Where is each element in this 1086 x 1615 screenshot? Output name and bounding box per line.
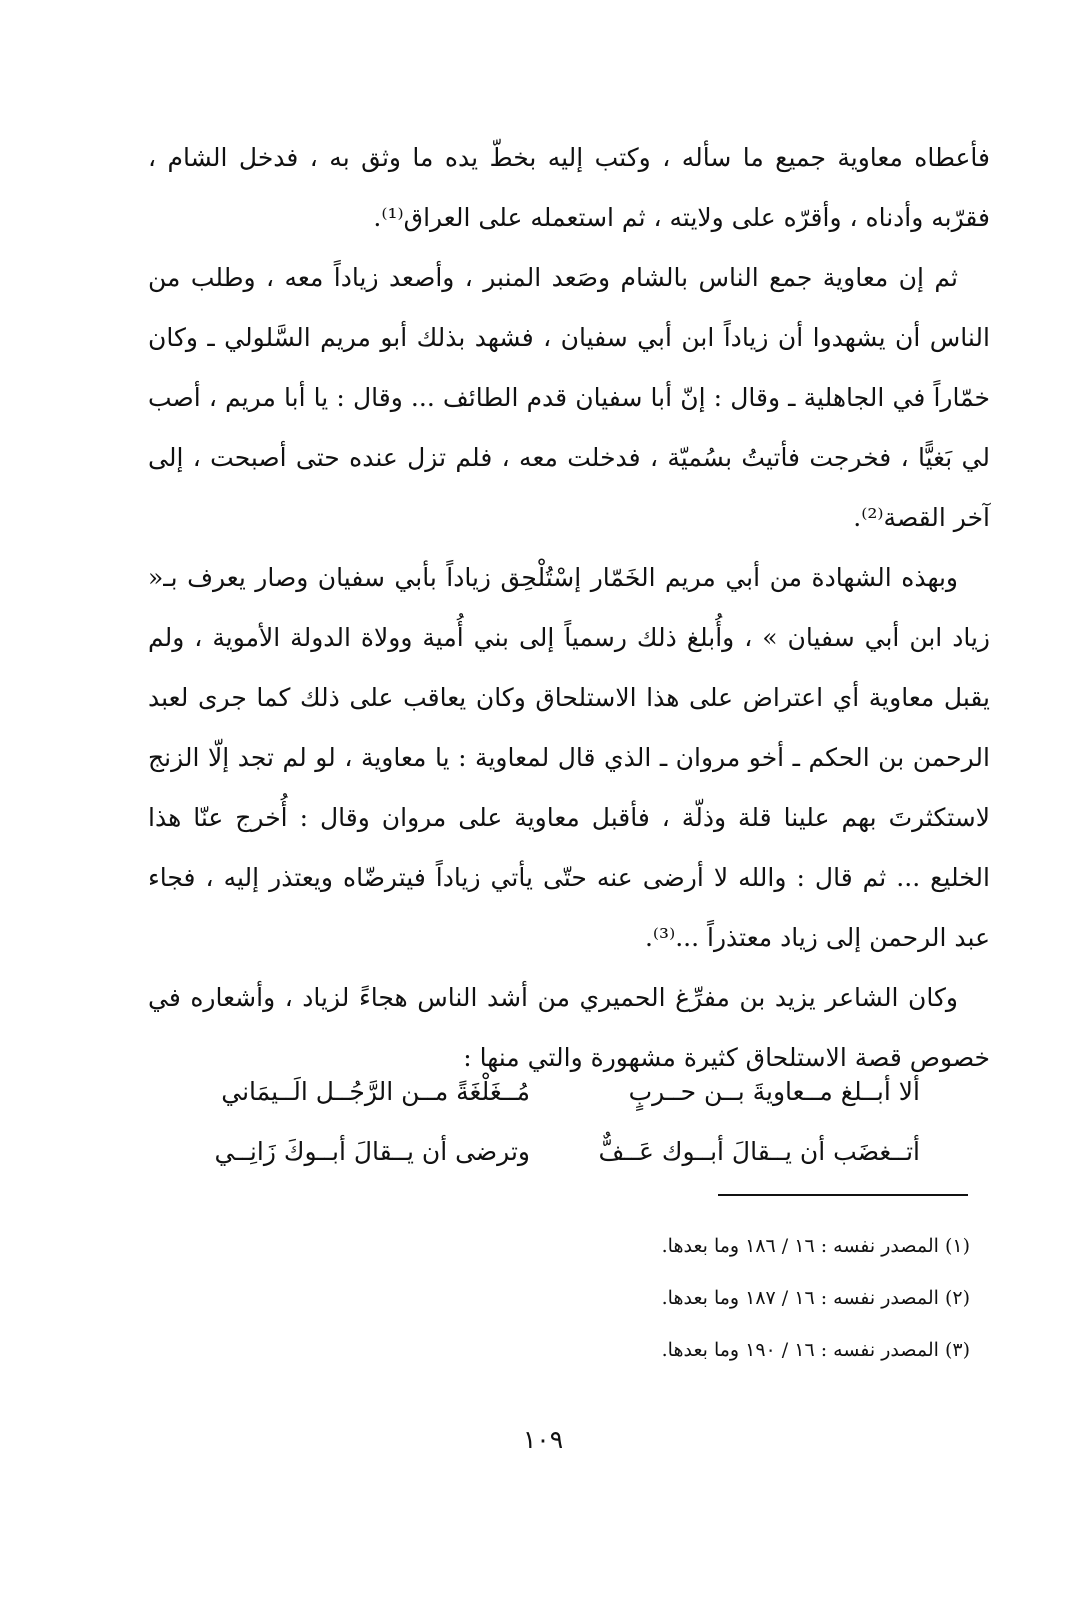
verse-second-hemistich: وترضى أن يــقالَ أبــوكَ زَانِــي [214, 1137, 530, 1166]
footnote-divider [718, 1194, 968, 1196]
footnote: (١) المصدر نفسه : ١٦ / ١٨٦ وما بعدها. [661, 1235, 970, 1257]
verse-first-hemistich: أتــغضَب أن يــقالَ أبــوك عَــفٌّ [598, 1137, 920, 1166]
main-text [148, 128, 990, 1088]
verse-line [200, 1062, 920, 1122]
verse-second-hemistich: مُــغَلْغَةً مــن الرَّجُــل الَــيمَاني [221, 1077, 530, 1106]
paragraph: وكان الشاعر يزيد بن مفرِّغ الحميري من أشد الناس هجاءً لزياد ، وأشعاره في خصوص قصة الاستلحاق كثيرة مشهورة والتي منها : [148, 983, 990, 1072]
verse-line [200, 1122, 920, 1182]
paragraph: فأعطاه معاوية جميع ما سأله ، وكتب إليه بخطّ يده ما وثق به ، فدخل الشام ، فقرّبه وأدناه ، وأقرّه على ولايته ، ثم استعمله على العراق⁽¹⁾. [148, 143, 990, 232]
page-number: ١٠٩ [522, 1425, 564, 1454]
paragraph: وبهذه الشهادة من أبي مريم الخَمّار إسْتُلْحِق زياداً بأبي سفيان وصار يعرف بـ« زياد ابن أبي سفيان » ، وأُبلغ ذلك رسمياً إلى بني أُمية وولاة الدولة الأموية ، ولم يقبل معاوية أي اعتراض على هذا الاستلحاق وكان يعاقب على ذلك كما جرى لعبد الرحمن بن الحكم ـ أخو مروان ـ الذي قال لمعاوية : يا معاوية ، لو لم تجد إلّا الزنج لاستكثرتَ بهم علينا قلة وذلّة ، فأقبل معاوية على مروان وقال : أُخرج عنّا هذا الخليع ... ثم قال : والله لا أرضى عنه حتّى يأتي زياداً فيترضّاه ويعتذر إليه ، فجاء عبد الرحمن إلى زياد معتذراً ...⁽³⁾. [148, 563, 990, 952]
paragraph: ثم إن معاوية جمع الناس بالشام وصَعد المنبر ، وأصعد زياداً معه ، وطلب من الناس أن يشهدوا أن زياداً ابن أبي سفيان ، فشهد بذلك أبو مريم السَّلولي ـ وكان خمّاراً في الجاهلية ـ وقال : إنّ أبا سفيان قدم الطائف ... وقال : يا أبا مريم ، أصب لي بَغيًّا ، فخرجت فأتيتُ بسُميّة ، فدخلت معه ، فلم تزل عنده حتى أصبحت ، إلى آخر القصة⁽²⁾. [148, 263, 990, 532]
poem [200, 1062, 920, 1182]
verse-first-hemistich: ألا أبــلغ مــعاويةَ بــن حــربٍ [628, 1077, 920, 1106]
footnotes [500, 1220, 970, 1376]
footnote: (٢) المصدر نفسه : ١٦ / ١٨٧ وما بعدها. [661, 1287, 970, 1309]
footnote: (٣) المصدر نفسه : ١٦ / ١٩٠ وما بعدها. [661, 1339, 970, 1361]
